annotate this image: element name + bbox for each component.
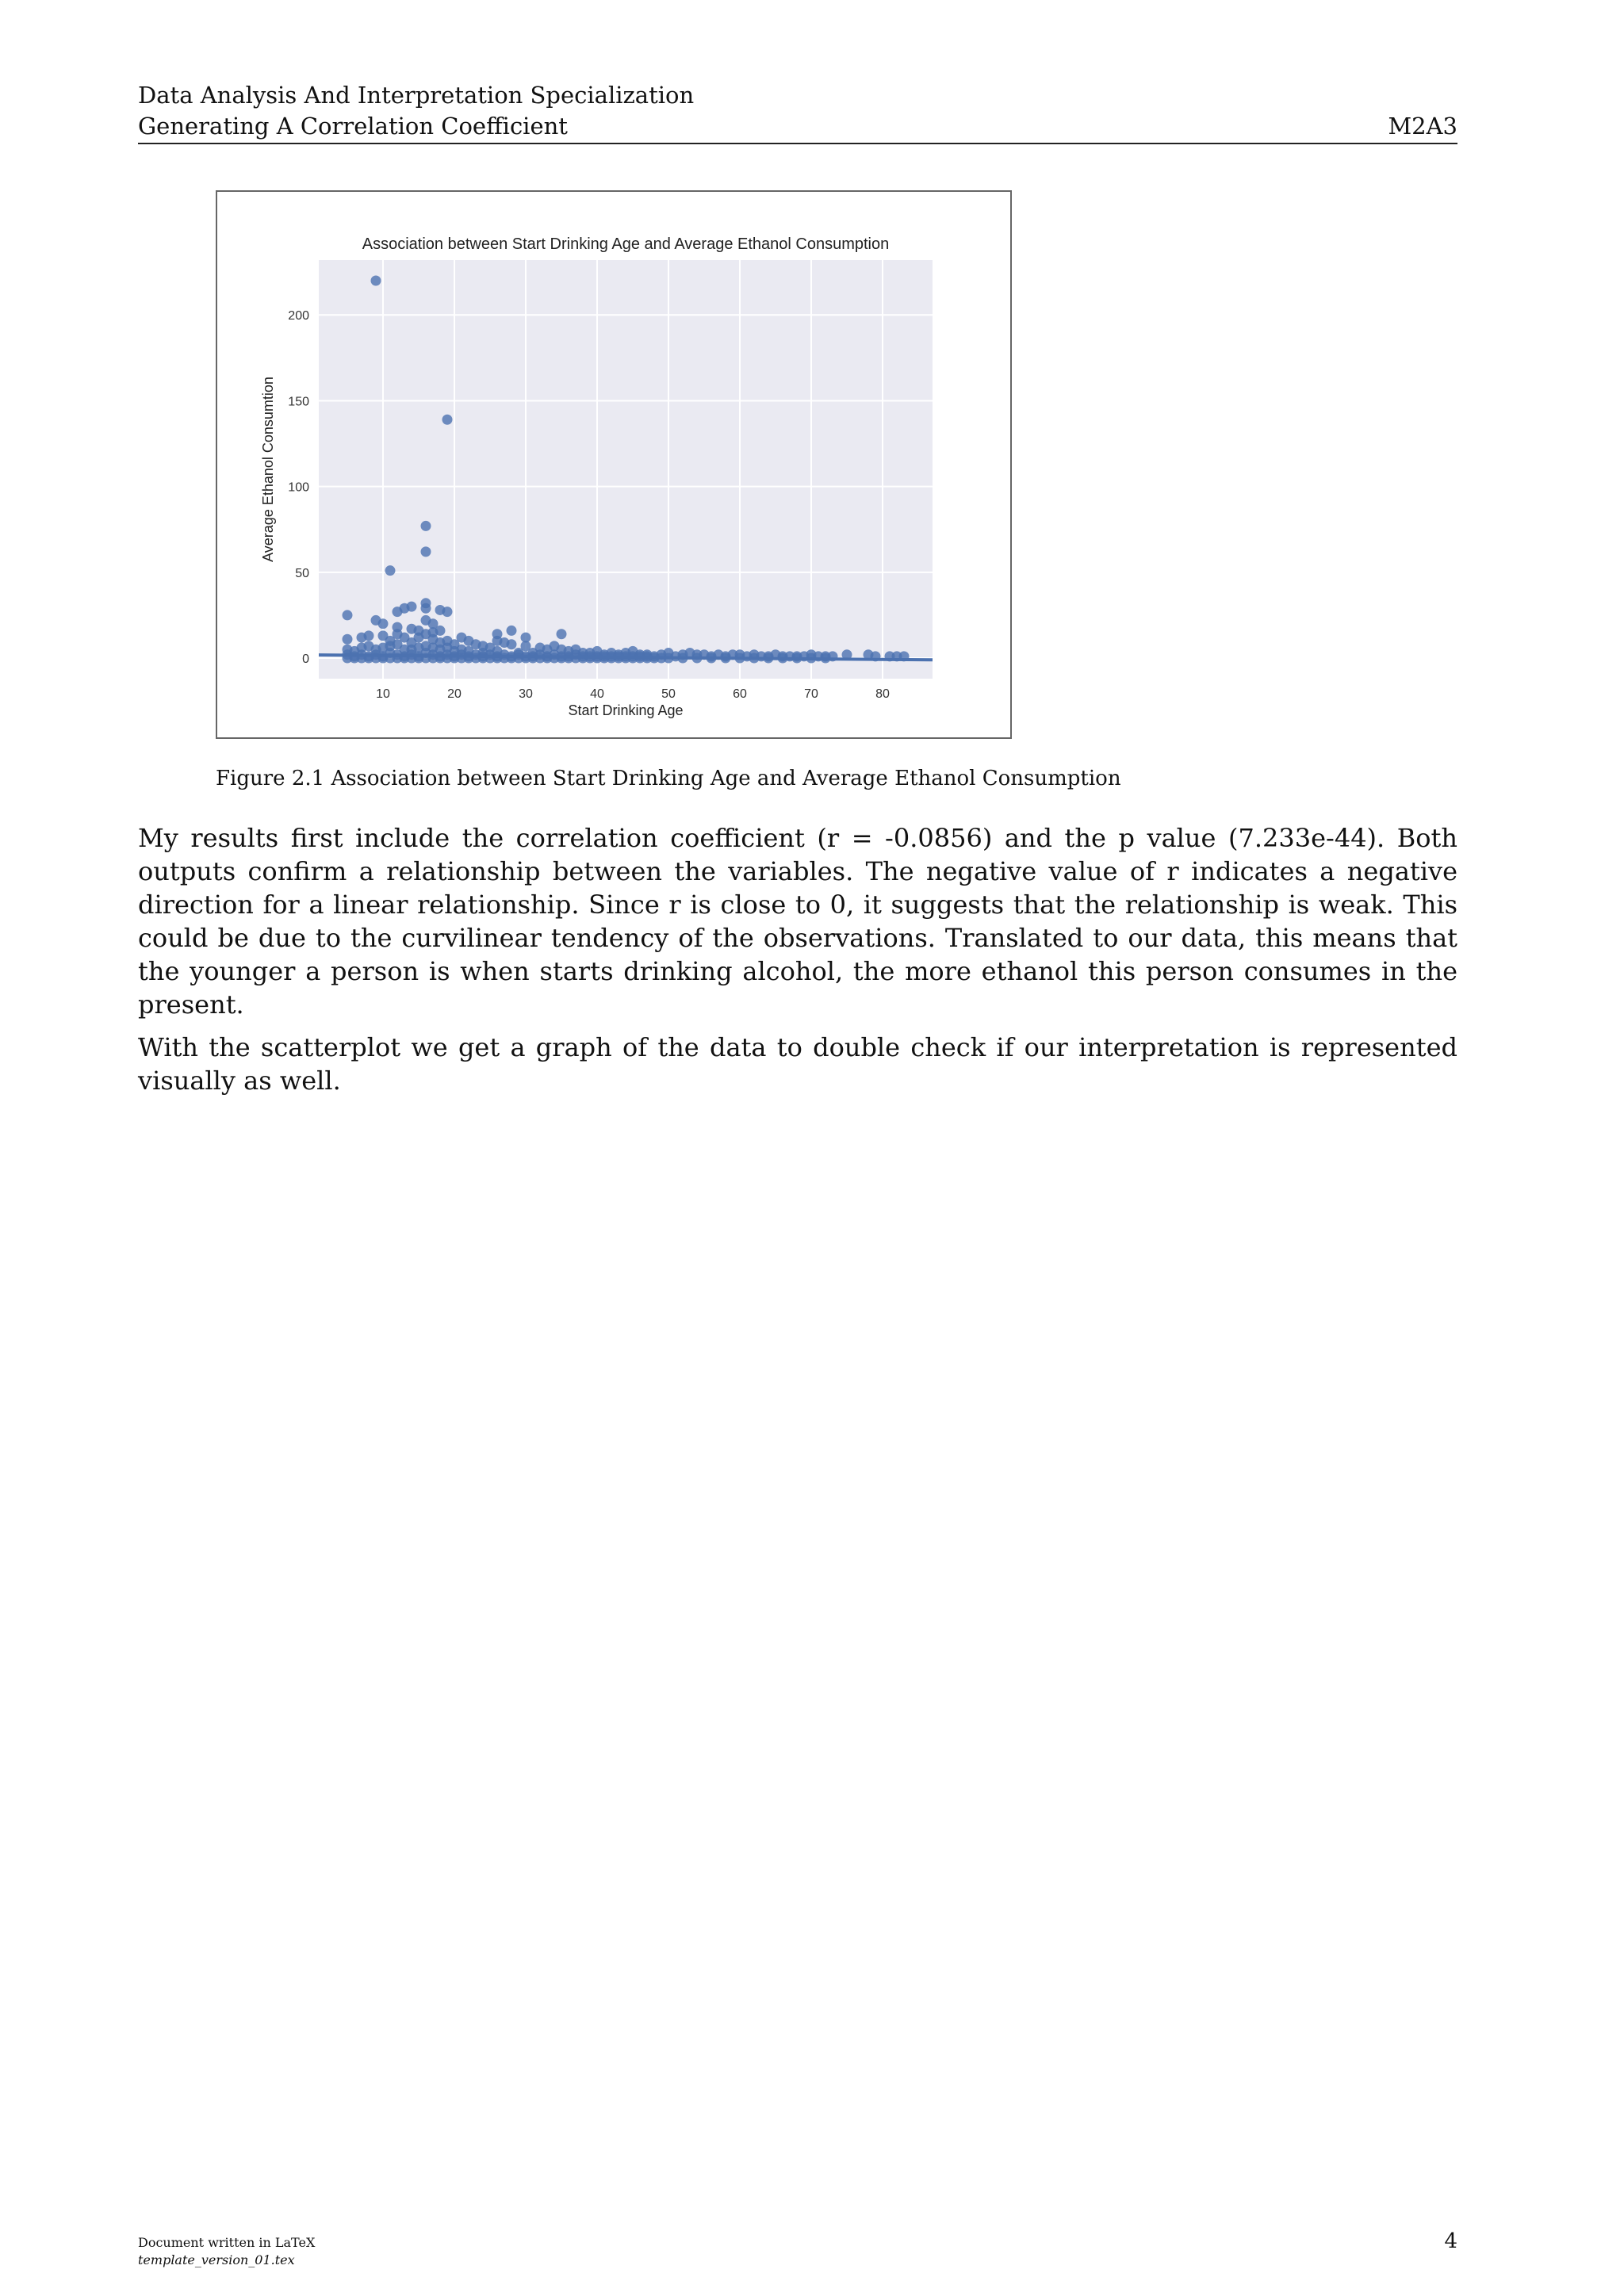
data-point	[421, 521, 431, 531]
topic-title: Generating A Correlation Coefficient	[138, 113, 568, 140]
chart-title: Association between Start Drinking Age and Average Ethanol Consumption	[362, 235, 890, 253]
x-tick-label: 10	[376, 687, 390, 701]
y-tick-label: 0	[302, 652, 309, 667]
data-point	[357, 633, 367, 643]
plot-area	[319, 260, 933, 679]
x-tick-label: 30	[519, 687, 533, 701]
data-point	[442, 607, 453, 617]
body-text	[138, 821, 1457, 1107]
x-tick-label: 20	[447, 687, 462, 701]
data-point	[371, 275, 381, 285]
assignment-code: M2A3	[1388, 113, 1457, 140]
scatter-chart	[217, 192, 1010, 737]
x-tick-label: 60	[733, 687, 747, 701]
page-header	[138, 79, 1457, 144]
data-point	[393, 607, 403, 617]
header-row	[138, 111, 1457, 141]
data-point	[421, 603, 431, 614]
data-point	[428, 618, 439, 629]
x-tick-label: 50	[661, 687, 676, 701]
y-tick-label: 200	[288, 309, 309, 323]
footer-written-prefix: Document written in	[138, 2235, 275, 2250]
data-point	[507, 626, 517, 636]
footer-written-line	[138, 2234, 315, 2252]
y-tick-label: 150	[288, 395, 309, 409]
figure-frame	[216, 190, 1012, 739]
y-axis-label: Average Ethanol Consumtion	[260, 377, 276, 562]
x-tick-label: 40	[590, 687, 604, 701]
data-point	[385, 565, 396, 576]
template-file-name: template_version_01.tex	[138, 2252, 295, 2267]
paragraph-scatterplot: With the scatterplot we get a graph of the data to double check if our interpretation is represented visually as well.	[138, 1032, 1457, 1096]
footer-note	[138, 2234, 315, 2269]
data-point	[378, 618, 389, 629]
page-number: 4	[1444, 2229, 1457, 2253]
y-tick-label: 50	[295, 566, 309, 580]
figure-caption: Figure 2.1 Association between Start Drinking Age and Average Ethanol Consumption	[216, 767, 1121, 790]
x-tick-label: 70	[804, 687, 818, 701]
y-tick-label: 100	[288, 480, 309, 495]
data-point	[343, 610, 353, 620]
data-point	[343, 634, 353, 645]
data-point	[421, 546, 431, 557]
data-point	[557, 629, 567, 639]
x-axis-label: Start Drinking Age	[568, 702, 684, 718]
course-title: Data Analysis And Interpretation Specialization	[138, 82, 695, 109]
header-rule	[138, 143, 1457, 144]
x-tick-label: 80	[875, 687, 890, 701]
data-point	[507, 639, 517, 649]
data-point	[442, 415, 453, 425]
latex-logo: LaTeX	[274, 2235, 316, 2250]
paragraph-results: My results first include the correlation coefficient (r = -0.0856) and the p value (7.233e-44). Both outputs confirm a relationship between the variables. The negative value of r indicates a negative direction for a linear relationship. Since r is close to 0, it suggests that the relationship is weak. This could be due to the curvilinear tendency of the observations. Translated to our data, this means that the younger a person is when starts drinking alcohol, the more ethanol this person consumes in the present.	[138, 823, 1457, 1020]
